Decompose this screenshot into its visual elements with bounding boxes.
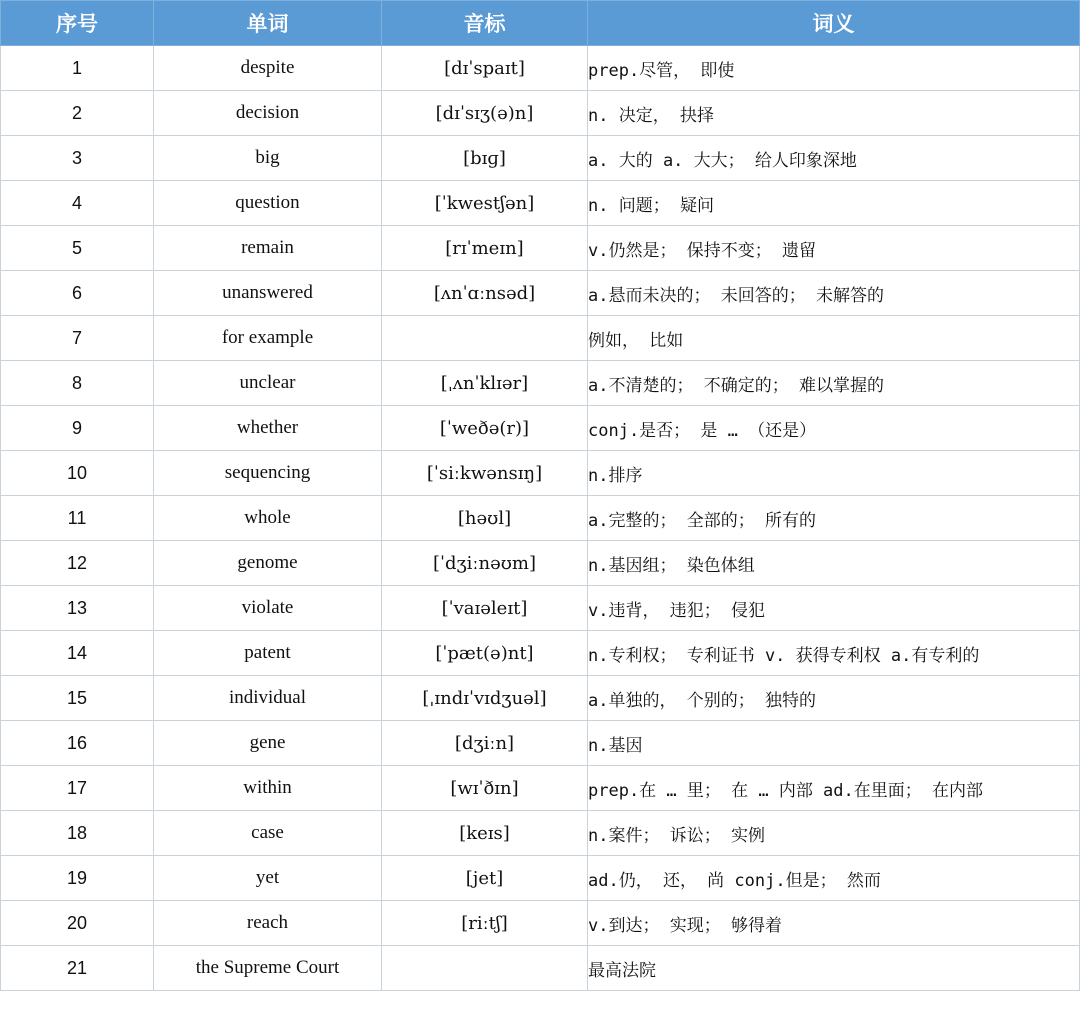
row-meaning: n. 问题； 疑问 [588, 181, 1080, 226]
row-meaning: n.基因组； 染色体组 [588, 541, 1080, 586]
table-row [1, 226, 1080, 271]
header-number: 序号 [1, 1, 154, 46]
row-word: reach [154, 901, 382, 946]
row-meaning: a. 大的 a. 大大； 给人印象深地 [588, 136, 1080, 181]
row-phonetic: [rɪˈmeɪn] [382, 226, 588, 271]
table-row [1, 451, 1080, 496]
row-word: yet [154, 856, 382, 901]
row-phonetic: [ˈvaɪəleɪt] [382, 586, 588, 631]
row-word: whole [154, 496, 382, 541]
row-number: 4 [1, 181, 154, 226]
table-header [1, 1, 1080, 46]
row-meaning: n.基因 [588, 721, 1080, 766]
header-meaning: 词义 [588, 1, 1080, 46]
row-number: 15 [1, 676, 154, 721]
header-phonetic: 音标 [382, 1, 588, 46]
row-meaning: conj.是否； 是 … （还是） [588, 406, 1080, 451]
row-meaning: 最高法院 [588, 946, 1080, 991]
row-phonetic: [ˈkwestʃən] [382, 181, 588, 226]
row-word: unanswered [154, 271, 382, 316]
row-number: 9 [1, 406, 154, 451]
table-row [1, 766, 1080, 811]
table-row [1, 541, 1080, 586]
row-meaning: 例如， 比如 [588, 316, 1080, 361]
row-meaning: prep.尽管， 即使 [588, 46, 1080, 91]
row-word: remain [154, 226, 382, 271]
table-row [1, 586, 1080, 631]
row-phonetic: [keɪs] [382, 811, 588, 856]
row-number: 1 [1, 46, 154, 91]
row-number: 19 [1, 856, 154, 901]
row-word: question [154, 181, 382, 226]
table-row [1, 406, 1080, 451]
row-word: unclear [154, 361, 382, 406]
row-meaning: a.单独的， 个别的； 独特的 [588, 676, 1080, 721]
table-row [1, 721, 1080, 766]
table-row [1, 946, 1080, 991]
header-word: 单词 [154, 1, 382, 46]
row-number: 7 [1, 316, 154, 361]
table-row [1, 316, 1080, 361]
row-word: individual [154, 676, 382, 721]
row-meaning: n. 决定， 抉择 [588, 91, 1080, 136]
row-word: big [154, 136, 382, 181]
row-phonetic: [wɪˈðɪn] [382, 766, 588, 811]
row-phonetic: [jet] [382, 856, 588, 901]
row-word: violate [154, 586, 382, 631]
row-meaning: n.案件； 诉讼； 实例 [588, 811, 1080, 856]
header-row [1, 1, 1080, 46]
row-word: within [154, 766, 382, 811]
table-body [1, 46, 1080, 991]
table-row [1, 271, 1080, 316]
table-row [1, 676, 1080, 721]
row-phonetic: [ˈsiːkwənsɪŋ] [382, 451, 588, 496]
row-phonetic [382, 316, 588, 361]
row-word: for example [154, 316, 382, 361]
table-row [1, 361, 1080, 406]
row-word: genome [154, 541, 382, 586]
table-row [1, 181, 1080, 226]
row-meaning: ad.仍， 还， 尚 conj.但是； 然而 [588, 856, 1080, 901]
row-number: 11 [1, 496, 154, 541]
row-meaning: n.专利权； 专利证书 v. 获得专利权 a.有专利的 [588, 631, 1080, 676]
row-number: 16 [1, 721, 154, 766]
row-meaning: prep.在 … 里； 在 … 内部 ad.在里面； 在内部 [588, 766, 1080, 811]
row-word: sequencing [154, 451, 382, 496]
row-phonetic: [dɪˈspaɪt] [382, 46, 588, 91]
row-meaning: v.违背， 违犯； 侵犯 [588, 586, 1080, 631]
row-number: 18 [1, 811, 154, 856]
table-row [1, 856, 1080, 901]
row-meaning: a.不清楚的； 不确定的； 难以掌握的 [588, 361, 1080, 406]
table-row [1, 136, 1080, 181]
row-word: case [154, 811, 382, 856]
row-phonetic: [dɪˈsɪʒ(ə)n] [382, 91, 588, 136]
row-number: 12 [1, 541, 154, 586]
row-phonetic [382, 946, 588, 991]
row-phonetic: [ˈpæt(ə)nt] [382, 631, 588, 676]
row-phonetic: [ˌʌnˈklɪər] [382, 361, 588, 406]
row-phonetic: [bɪɡ] [382, 136, 588, 181]
row-phonetic: [həʊl] [382, 496, 588, 541]
row-number: 14 [1, 631, 154, 676]
table-row [1, 811, 1080, 856]
row-meaning: a.悬而未决的； 未回答的； 未解答的 [588, 271, 1080, 316]
row-meaning: v.到达； 实现； 够得着 [588, 901, 1080, 946]
row-word: gene [154, 721, 382, 766]
table-row [1, 901, 1080, 946]
row-phonetic: [ˈdʒiːnəʊm] [382, 541, 588, 586]
row-word: decision [154, 91, 382, 136]
row-phonetic: [ˈweðə(r)] [382, 406, 588, 451]
row-number: 6 [1, 271, 154, 316]
table-row [1, 46, 1080, 91]
row-number: 21 [1, 946, 154, 991]
row-number: 20 [1, 901, 154, 946]
row-phonetic: [riːtʃ] [382, 901, 588, 946]
row-number: 13 [1, 586, 154, 631]
row-number: 8 [1, 361, 154, 406]
row-phonetic: [ʌnˈɑːnsəd] [382, 271, 588, 316]
row-phonetic: [ˌɪndɪˈvɪdʒuəl] [382, 676, 588, 721]
row-meaning: v.仍然是； 保持不变； 遗留 [588, 226, 1080, 271]
row-number: 5 [1, 226, 154, 271]
row-meaning: a.完整的； 全部的； 所有的 [588, 496, 1080, 541]
row-word: despite [154, 46, 382, 91]
row-meaning: n.排序 [588, 451, 1080, 496]
row-word: the Supreme Court [154, 946, 382, 991]
row-word: whether [154, 406, 382, 451]
row-word: patent [154, 631, 382, 676]
row-number: 10 [1, 451, 154, 496]
row-number: 2 [1, 91, 154, 136]
table-row [1, 496, 1080, 541]
row-number: 3 [1, 136, 154, 181]
table-row [1, 91, 1080, 136]
table-row [1, 631, 1080, 676]
row-number: 17 [1, 766, 154, 811]
row-phonetic: [dʒiːn] [382, 721, 588, 766]
